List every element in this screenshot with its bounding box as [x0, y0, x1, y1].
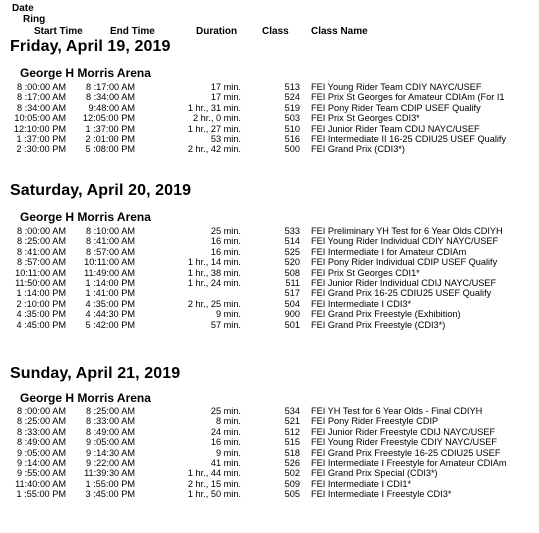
end-time-cell: 8 :49:00 AM: [85, 426, 135, 437]
schedule-row: [0, 247, 539, 257]
schedule-row: [0, 113, 539, 123]
class-number-cell: 524: [284, 92, 300, 103]
duration-cell: 2 hr., 15 min.: [187, 478, 241, 489]
class-name-cell: FEI Pony Rider Freestyle CDIP: [311, 416, 439, 427]
end-time-cell: 1 :37:00 PM: [85, 123, 135, 134]
class-number-cell: 503: [284, 113, 300, 124]
end-time-cell: 4 :44:30 PM: [85, 309, 135, 320]
class-number-cell: 520: [284, 257, 300, 268]
start-time-cell: 8 :25:00 AM: [16, 236, 66, 247]
end-time-header: End Time: [110, 26, 155, 37]
arena-title: George H Morris Arena: [20, 66, 151, 80]
duration-cell: 17 min.: [210, 92, 241, 103]
duration-cell: 2 hr., 25 min.: [187, 298, 241, 309]
class-number-cell: 515: [284, 437, 300, 448]
duration-cell: 41 min.: [210, 458, 241, 468]
start-time-cell: 1 :37:00 PM: [16, 134, 66, 144]
class-name-cell: FEI Junior Rider Freestyle CDIJ NAYC/USEF: [311, 426, 496, 437]
schedule-row: [0, 427, 539, 437]
end-time-cell: 12:05:00 PM: [82, 113, 135, 124]
schedule-row: [0, 226, 539, 236]
end-time-cell: 3 :45:00 PM: [85, 489, 135, 500]
class-name-cell: FEI Junior Rider Individual CDIJ NAYC/USEF: [311, 278, 497, 288]
class-name-cell: FEI Intermediate I CDI3*: [311, 298, 412, 309]
schedule-row: [0, 416, 539, 426]
duration-cell: 2 hr., 42 min.: [187, 144, 241, 155]
day-title: Friday, April 19, 2019: [10, 38, 171, 55]
class-number-cell: 502: [284, 468, 300, 479]
start-time-cell: 2 :30:00 PM: [16, 144, 66, 155]
schedule-row: [0, 320, 539, 330]
class-number-cell: 504: [284, 298, 300, 309]
class-name-cell: FEI Intermediate I for Amateur CDIAm: [311, 246, 467, 257]
start-time-cell: 8 :49:00 AM: [16, 437, 66, 448]
class-name-cell: FEI Grand Prix Freestyle 16-25 CDIU25 USEF: [311, 447, 501, 458]
schedule-row: [0, 479, 539, 489]
class-name-cell: FEI YH Test for 6 Year Olds - Final CDIYH: [311, 406, 483, 416]
duration-cell: 1 hr., 38 min.: [187, 267, 241, 278]
duration-cell: 16 min.: [210, 236, 241, 247]
class-number-cell: 518: [284, 447, 300, 458]
schedule-row: [0, 468, 539, 478]
end-time-cell: 8 :33:00 AM: [85, 416, 135, 427]
duration-cell: 1 hr., 27 min.: [187, 123, 241, 134]
class-name-header: Class Name: [311, 26, 368, 37]
class-number-cell: 505: [284, 489, 300, 500]
end-time-cell: 5 :08:00 PM: [85, 144, 135, 155]
class-name-cell: FEI Grand Prix Special (CDI3*): [311, 468, 438, 479]
class-number-cell: 533: [284, 226, 300, 236]
day-title: Sunday, April 21, 2019: [10, 365, 181, 382]
schedule-row: [0, 288, 539, 298]
schedule-row: [0, 268, 539, 278]
start-time-cell: 11:50:00 AM: [15, 278, 66, 288]
end-time-cell: 11:49:00 AM: [84, 267, 135, 278]
end-time-cell: 1 :55:00 PM: [85, 478, 135, 489]
class-number-cell: 508: [284, 267, 300, 278]
duration-cell: 9 min.: [215, 447, 241, 458]
class-name-cell: FEI Young Rider Individual CDIY NAYC/USEF: [311, 236, 499, 247]
class-header: Class: [262, 26, 289, 37]
end-time-cell: 2 :01:00 PM: [85, 134, 135, 144]
end-time-cell: 8 :41:00 AM: [85, 236, 135, 247]
schedule-row: [0, 458, 539, 468]
class-number-cell: 900: [284, 309, 300, 320]
duration-cell: 1 hr., 24 min.: [187, 278, 241, 288]
start-time-cell: 8 :00:00 AM: [16, 82, 66, 92]
schedule-row: [0, 489, 539, 499]
end-time-cell: 11:39:30 AM: [84, 468, 135, 479]
date-header: Date: [12, 3, 34, 14]
schedule-row: [0, 82, 539, 92]
class-name-cell: FEI Grand Prix Freestyle (CDI3*): [311, 319, 446, 330]
arena-title: George H Morris Arena: [20, 391, 151, 405]
class-name-cell: FEI Grand Prix (CDI3*): [311, 144, 405, 155]
class-name-cell: FEI Intermediate II 16-25 CDIU25 USEF Qualify: [311, 134, 507, 144]
duration-cell: 1 hr., 50 min.: [187, 489, 241, 500]
class-name-cell: FEI Preliminary YH Test for 6 Year Olds CDIYH: [311, 226, 503, 236]
duration-cell: 25 min.: [210, 406, 241, 416]
start-time-cell: 4 :35:00 PM: [16, 309, 66, 320]
start-time-cell: 4 :45:00 PM: [16, 319, 66, 330]
duration-header: Duration: [196, 26, 238, 37]
schedule-row: [0, 144, 539, 154]
class-name-cell: FEI Grand Prix 16-25 CDIU25 USEF Qualify: [311, 288, 492, 299]
class-number-cell: 510: [284, 123, 300, 134]
start-time-cell: 1 :55:00 PM: [16, 489, 66, 500]
start-time-header: Start Time: [34, 26, 83, 37]
start-time-cell: 8 :00:00 AM: [16, 226, 66, 236]
schedule-row: [0, 448, 539, 458]
duration-cell: 1 hr., 44 min.: [187, 468, 241, 479]
end-time-cell: 8 :17:00 AM: [85, 82, 135, 92]
duration-cell: 17 min.: [210, 82, 241, 92]
class-name-cell: FEI Prix St Georges CDI1*: [311, 267, 420, 278]
class-name-cell: FEI Prix St Georges for Amateur CDIAm (For I1: [311, 92, 505, 103]
start-time-cell: 8 :00:00 AM: [16, 406, 66, 416]
duration-cell: 8 min.: [215, 416, 241, 427]
duration-cell: 1 hr., 31 min.: [187, 102, 241, 113]
class-number-cell: 500: [284, 144, 300, 155]
end-time-cell: 9:48:00 AM: [88, 102, 135, 113]
start-time-cell: 8 :41:00 AM: [16, 246, 66, 257]
end-time-cell: 9 :05:00 AM: [85, 437, 135, 448]
end-time-cell: 9 :14:30 AM: [85, 447, 135, 458]
class-number-cell: 526: [284, 458, 300, 468]
day-title: Saturday, April 20, 2019: [10, 182, 192, 199]
class-name-cell: FEI Pony Rider Individual CDIP USEF Qualify: [311, 257, 498, 268]
start-time-cell: 10:11:00 AM: [15, 267, 66, 278]
ring-header: Ring: [23, 14, 46, 25]
start-time-cell: 11:40:00 AM: [15, 478, 66, 489]
start-time-cell: 8 :34:00 AM: [16, 102, 66, 113]
end-time-cell: 1 :14:00 PM: [85, 278, 135, 288]
class-number-cell: 501: [284, 319, 300, 330]
start-time-cell: 10:05:00 AM: [14, 113, 66, 124]
start-time-cell: 8 :25:00 AM: [16, 416, 66, 427]
duration-cell: 9 min.: [215, 309, 241, 320]
end-time-cell: 8 :10:00 AM: [85, 226, 135, 236]
start-time-cell: 8 :17:00 AM: [16, 92, 66, 103]
class-number-cell: 514: [284, 236, 300, 247]
class-number-cell: 509: [284, 478, 300, 489]
class-number-cell: 519: [284, 102, 300, 113]
class-number-cell: 517: [284, 288, 300, 299]
start-time-cell: 12:10:00 PM: [13, 123, 66, 134]
arena-title: George H Morris Arena: [20, 210, 151, 224]
start-time-cell: 9 :05:00 AM: [16, 447, 66, 458]
class-number-cell: 511: [285, 278, 300, 288]
class-name-cell: FEI Prix St Georges CDI3*: [311, 113, 420, 124]
duration-cell: 1 hr., 14 min.: [187, 257, 241, 268]
schedule-row: [0, 236, 539, 246]
schedule-row: [0, 124, 539, 134]
duration-cell: 16 min.: [210, 437, 241, 448]
class-number-cell: 525: [284, 246, 300, 257]
class-name-cell: FEI Intermediate I Freestyle CDI3*: [311, 489, 452, 500]
end-time-cell: 8 :25:00 AM: [85, 406, 135, 416]
end-time-cell: 8 :57:00 AM: [85, 246, 135, 257]
class-name-cell: FEI Junior Rider Team CDIJ NAYC/USEF: [311, 123, 480, 134]
start-time-cell: 1 :14:00 PM: [16, 288, 66, 299]
duration-cell: 57 min.: [210, 319, 241, 330]
class-number-cell: 534: [284, 406, 300, 416]
class-number-cell: 521: [284, 416, 300, 427]
class-number-cell: 512: [284, 426, 300, 437]
start-time-cell: 9 :14:00 AM: [16, 458, 66, 468]
class-name-cell: FEI Grand Prix Freestyle (Exhibition): [311, 309, 461, 320]
duration-cell: 2 hr., 0 min.: [192, 113, 241, 124]
schedule-row: [0, 257, 539, 267]
schedule-row: [0, 134, 539, 144]
class-name-cell: FEI Pony Rider Team CDIP USEF Qualify: [311, 102, 481, 113]
end-time-cell: 9 :22:00 AM: [85, 458, 135, 468]
schedule-row: [0, 299, 539, 309]
schedule-row: [0, 278, 539, 288]
class-name-cell: FEI Intermediate I Freestyle for Amateur CDIAm: [311, 458, 507, 468]
end-time-cell: 1 :41:00 PM: [85, 288, 135, 299]
schedule-row: [0, 103, 539, 113]
class-name-cell: FEI Intermediate I CDI1*: [311, 478, 412, 489]
class-number-cell: 516: [284, 134, 300, 144]
end-time-cell: 5 :42:00 PM: [85, 319, 135, 330]
duration-cell: 24 min.: [210, 426, 241, 437]
duration-cell: 16 min.: [210, 246, 241, 257]
end-time-cell: 8 :34:00 AM: [85, 92, 135, 103]
start-time-cell: 8 :57:00 AM: [16, 257, 66, 268]
duration-cell: 53 min.: [210, 134, 241, 144]
start-time-cell: 9 :55:00 AM: [16, 468, 66, 479]
class-name-cell: FEI Young Rider Freestyle CDIY NAYC/USEF: [311, 437, 498, 448]
class-name-cell: FEI Young Rider Team CDIY NAYC/USEF: [311, 82, 482, 92]
start-time-cell: 8 :33:00 AM: [16, 426, 66, 437]
duration-cell: 25 min.: [210, 226, 241, 236]
schedule-row: [0, 437, 539, 447]
schedule-row: [0, 309, 539, 319]
schedule-row: [0, 406, 539, 416]
end-time-cell: 4 :35:00 PM: [85, 298, 135, 309]
start-time-cell: 2 :10:00 PM: [16, 298, 66, 309]
schedule-row: [0, 92, 539, 102]
class-number-cell: 513: [284, 82, 300, 92]
end-time-cell: 10:11:00 AM: [84, 257, 135, 268]
